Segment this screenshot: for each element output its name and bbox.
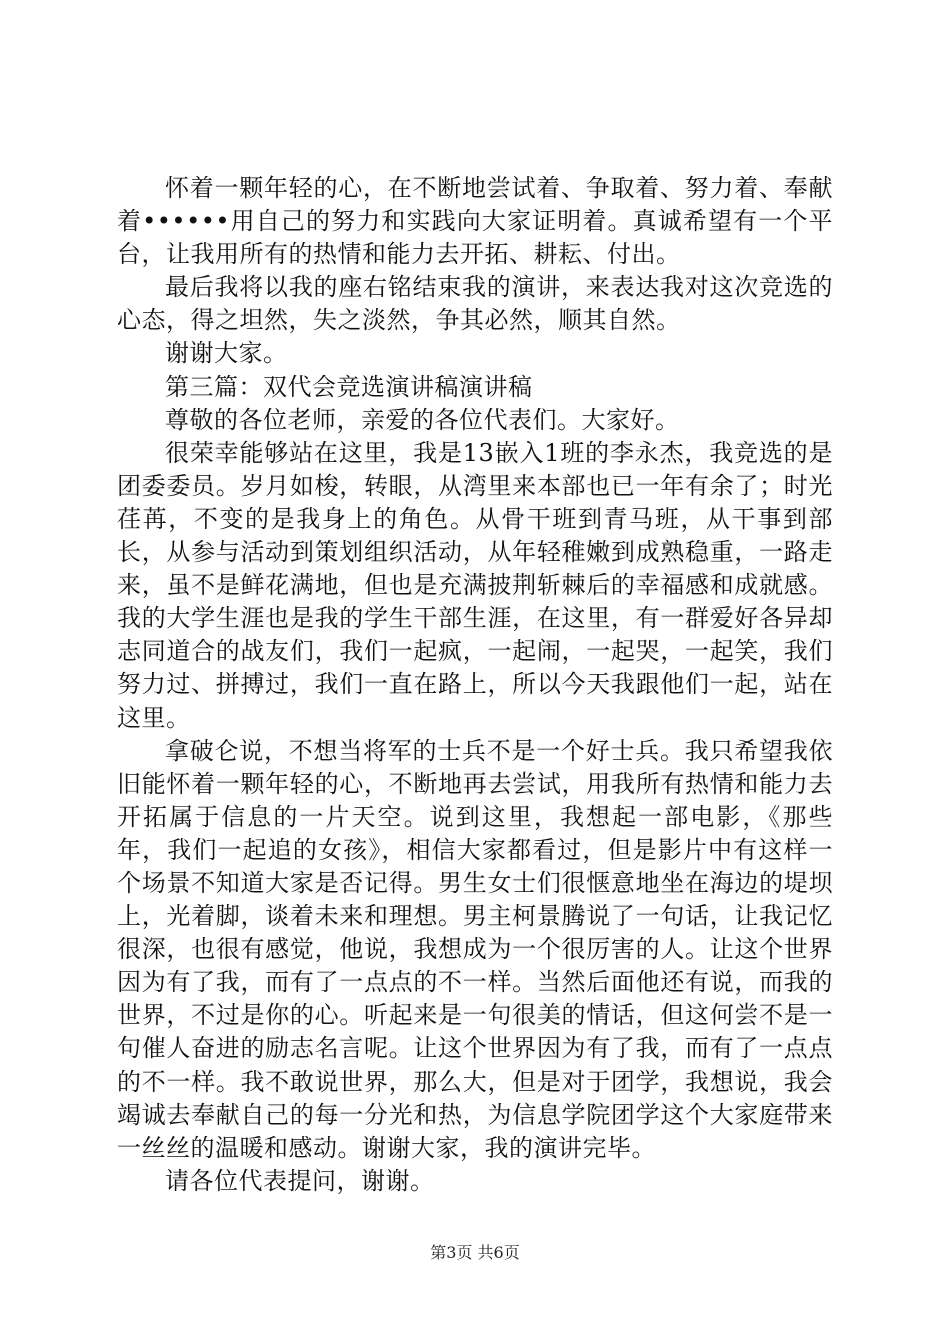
paragraph-6: 拿破仑说，不想当将军的士兵不是一个好士兵。我只希望我依旧能怀着一颗年轻的心，不断地再去尝试，用我所有热情和能力去开拓属于信息的一片天空。说到这里，我想起一部电影，《那些年，我们一起追的女孩》，相信大家都看过，但是影片中有这样一个场景不知道大家是否记得。男生女士们很惬意地坐在海边的堤坝上，光着脚，谈着未来和理想。男主柯景腾说了一句话，让我记忆很深，也很有感觉，他说，我想成为一个很厉害的人。让这个世界因为有了我，而有了一点点的不一样。当然后面他还有说，而我的世界，不过是你的心。听起来是一句很美的情话，但这何尝不是一句催人奋进的励志名言呢。让这个世界因为有了我，而有了一点点的不一样。我不敢说世界，那么大，但是对于团学，我想说，我会竭诚去奉献自己的每一分光和热，为信息学院团学这个大家庭带来一丝丝的温暖和感动。谢谢大家，我的演讲完毕。 [117,736,833,1162]
paragraph-2: 最后我将以我的座右铭结束我的演讲，来表达我对这次竞选的心态，得之坦然，失之淡然，争其必然，顺其自然。 [117,273,833,335]
paragraph-greeting: 尊敬的各位老师，亲爱的各位代表们。大家好。 [165,405,680,434]
document-body [117,172,833,1198]
paragraph-7: 请各位代表提问，谢谢。 [165,1166,435,1195]
section-heading: 第三篇：双代会竞选演讲稿演讲稿 [165,372,533,401]
paragraph-5: 很荣幸能够站在这里，我是13嵌入1班的李永杰，我竞选的是团委委员。岁月如梭，转眼，从湾里来本部也已一年有余了；时光荏苒，不变的是我身上的角色。从骨干班到青马班，从干事到部长，从参与活动到策划组织活动，从年轻稚嫩到成熟稳重，一路走来，虽不是鲜花满地，但也是充满披荆斩棘后的幸福感和成就感。我的大学生涯也是我的学生干部生涯，在这里，有一群爱好各异却志同道合的战友们，我们一起疯，一起闹，一起哭，一起笑，我们努力过、拼搏过，我们一直在路上，所以今天我跟他们一起，站在这里。 [117,438,833,732]
paragraph-3: 谢谢大家。 [165,339,288,368]
page-number-footer: 第3页 共6页 [430,1243,520,1262]
paragraph-1: 怀着一颗年轻的心，在不断地尝试着、争取着、努力着、奉献着••••••用自己的努力和实践向大家证明着。真诚希望有一个平台，让我用所有的热情和能力去开拓、耕耘、付出。 [117,174,833,269]
